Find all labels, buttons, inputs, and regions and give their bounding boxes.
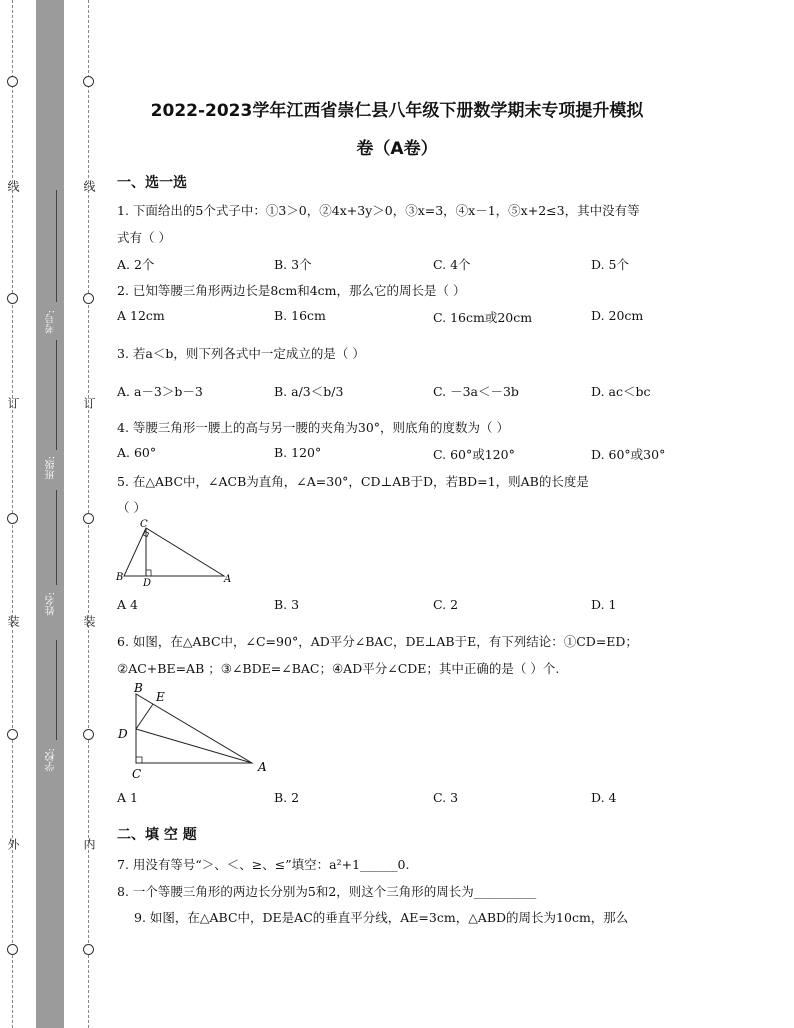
figure-label-d: D	[118, 727, 128, 741]
question-8-text: 8. 一个等腰三角形的两边长分别为5和2，则这个三角形的周长为__________	[117, 884, 537, 899]
question-6-triangle-figure	[114, 680, 274, 782]
option-b[interactable]: B. 3	[274, 597, 300, 612]
exam-number-label: 考号:	[46, 310, 57, 334]
option-a[interactable]: A. a－3＞b－3	[117, 384, 203, 399]
binding-margin	[0, 0, 110, 1028]
figure-label-b: B	[116, 572, 124, 583]
margin-char-nei: 内	[82, 838, 96, 850]
binding-hole-circle	[7, 76, 18, 87]
section-heading-choice: 一、选一选	[117, 175, 187, 191]
option-d[interactable]: D. 1	[591, 597, 617, 612]
binding-hole-circle	[83, 944, 94, 955]
option-b[interactable]: B. a/3＜b/3	[274, 384, 344, 399]
question-5-line2: （ ）	[117, 500, 146, 515]
option-a[interactable]: A 12cm	[117, 308, 165, 323]
question-5-triangle-figure	[112, 518, 237, 588]
question-5-line1: 5. 在△ABC中，∠ACB为直角，∠A=30°，CD⊥AB于D，若BD=1，则AB的长度是	[117, 474, 589, 489]
option-b[interactable]: B. 120°	[274, 445, 322, 460]
option-c[interactable]: C. 60°或120°	[433, 447, 515, 462]
margin-char-wai: 外	[6, 838, 20, 850]
option-a[interactable]: A. 2个	[117, 257, 155, 272]
option-c[interactable]: C. 4个	[433, 257, 471, 272]
question-6-line2: ②AC+BE=AB ；③∠BDE=∠BAC；④AD平分∠CDE；其中正确的是（ ）个.	[117, 661, 560, 676]
binding-hole-circle	[83, 729, 94, 740]
option-a[interactable]: A 1	[117, 790, 138, 805]
binding-hole-circle	[7, 944, 18, 955]
figure-label-c: C	[140, 519, 148, 530]
binding-hole-circle	[7, 729, 18, 740]
margin-char-xian-inner: 线	[82, 180, 96, 192]
option-c[interactable]: C. 2	[433, 597, 459, 612]
figure-label-a: A	[224, 574, 232, 585]
option-d[interactable]: D. 4	[591, 790, 617, 805]
option-a[interactable]: A 4	[117, 597, 138, 612]
margin-char-ding-outer: 订	[6, 397, 20, 409]
option-c[interactable]: C. 3	[433, 790, 459, 805]
question-9-text: 9. 如图，在△ABC中，DE是AC的垂直平分线，AE=3cm，△ABD的周长为10cm，那么	[134, 910, 629, 925]
name-field-line	[56, 490, 57, 585]
option-d[interactable]: D. 60°或30°	[591, 447, 666, 462]
page-title-line2: 卷（A卷）	[356, 139, 438, 159]
info-bar	[36, 0, 64, 1028]
margin-char-xian-outer: 线	[6, 180, 20, 192]
binding-hole-circle	[83, 513, 94, 524]
page-title-line1: 2022-2023学年江西省崇仁县八年级下册数学期末专项提升模拟	[150, 101, 644, 121]
figure-label-e: E	[156, 690, 165, 704]
option-b[interactable]: B. 2	[274, 790, 300, 805]
option-d[interactable]: D. 20cm	[591, 308, 644, 323]
binding-hole-circle	[7, 293, 18, 304]
option-b[interactable]: B. 3个	[274, 257, 312, 272]
margin-char-ding-inner: 订	[82, 397, 96, 409]
option-a[interactable]: A. 60°	[117, 445, 157, 460]
option-d[interactable]: D. ac＜bc	[591, 384, 651, 399]
question-1-line1: 1. 下面给出的5个式子中：①3＞0，②4x+3y＞0，③x=3，④x－1，⑤x+2≤3，其中没有等	[117, 203, 640, 218]
figure-label-b: B	[134, 681, 143, 695]
question-4-text: 4. 等腰三角形一腰上的高与另一腰的夹角为30°，则底角的度数为（ ）	[117, 420, 510, 435]
binding-hole-circle	[7, 513, 18, 524]
name-label: 姓名:	[46, 592, 57, 616]
figure-label-a: A	[258, 760, 267, 774]
figure-label-c: C	[132, 767, 142, 781]
section-heading-fill-blank: 二、填 空 题	[117, 827, 197, 843]
option-b[interactable]: B. 16cm	[274, 308, 326, 323]
question-6-line1: 6. 如图，在△ABC中，∠C=90°，AD平分∠BAC，DE⊥AB于E，有下列结论：①CD=ED；	[117, 634, 638, 649]
question-1-line2: 式有（ ）	[117, 230, 171, 245]
binding-hole-circle	[83, 293, 94, 304]
binding-hole-circle	[83, 76, 94, 87]
exam-number-field-line	[56, 190, 57, 302]
class-field-line	[56, 340, 57, 450]
question-7-text: 7. 用没有等号“＞、＜、≥、≤”填空：a²+1______0.	[117, 857, 410, 872]
option-d[interactable]: D. 5个	[591, 257, 629, 272]
option-c[interactable]: C. －3a＜－3b	[433, 384, 519, 399]
margin-char-zhuang-inner: 装	[82, 615, 96, 627]
figure-label-d: D	[143, 578, 152, 588]
question-3-text: 3. 若a＜b，则下列各式中一定成立的是（ ）	[117, 346, 365, 361]
school-field-line	[56, 640, 57, 740]
class-label: 班级:	[46, 456, 57, 480]
margin-char-zhuang-outer: 装	[6, 615, 20, 627]
school-label: 学校:	[46, 748, 57, 772]
option-c[interactable]: C. 16cm或20cm	[433, 310, 533, 325]
question-2-text: 2. 已知等腰三角形两边长是8cm和4cm，那么它的周长是（ ）	[117, 283, 466, 298]
